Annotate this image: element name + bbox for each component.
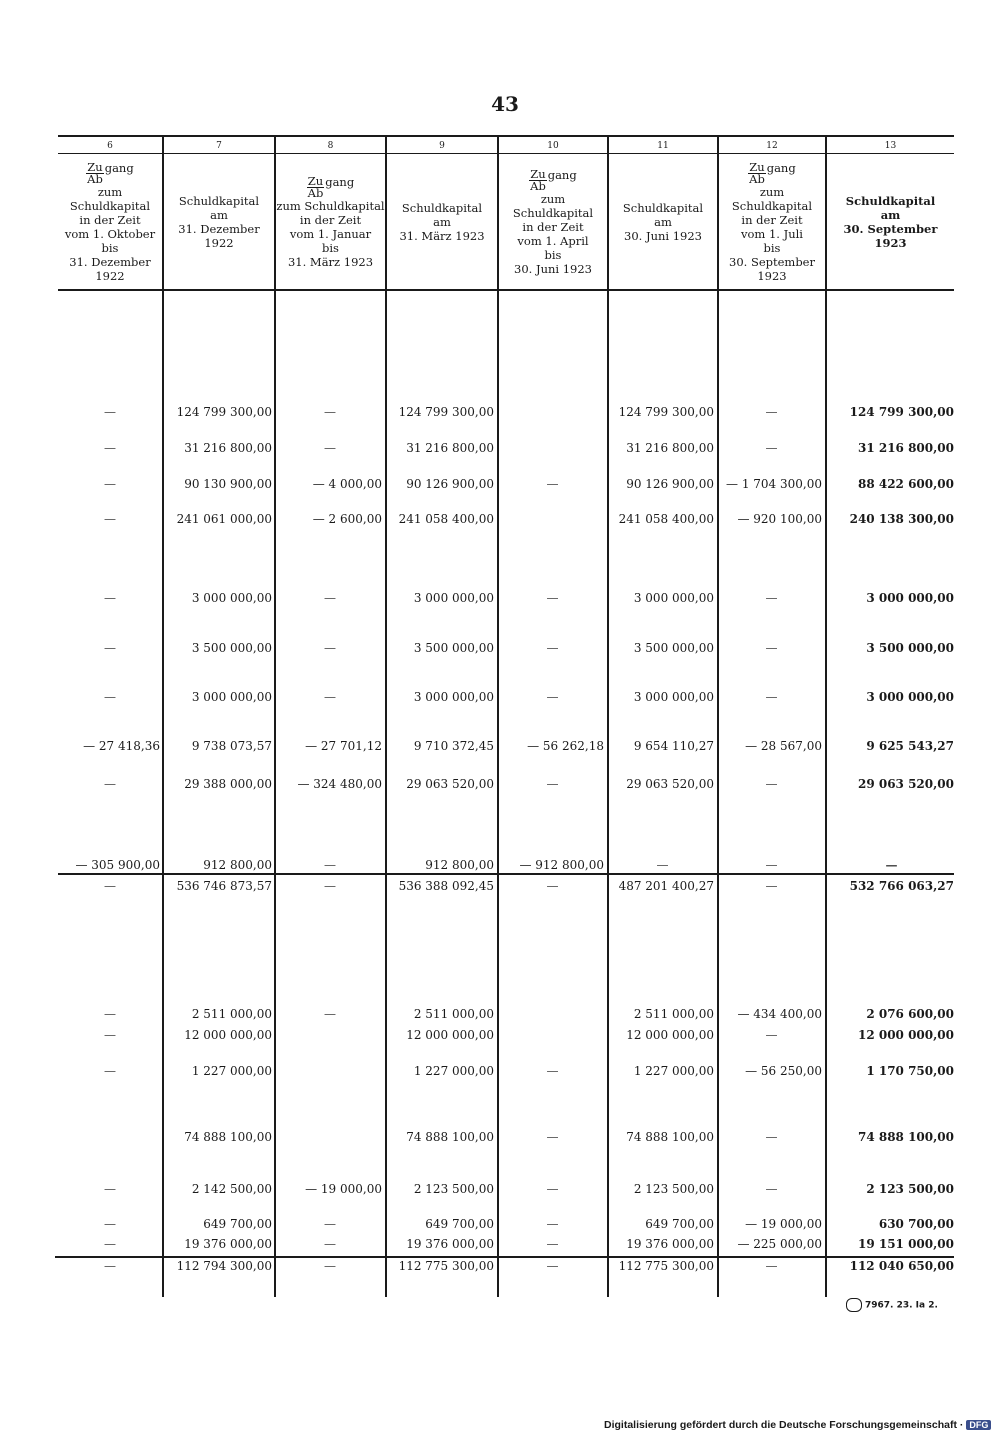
table-cell: — bbox=[324, 441, 336, 455]
table-cell: — bbox=[546, 1259, 559, 1273]
top-rule bbox=[58, 135, 954, 137]
table-cell: — 27 418,36 bbox=[83, 739, 160, 753]
table-cell: — bbox=[104, 512, 116, 526]
table-cell: — bbox=[104, 777, 116, 791]
table-cell: 536 388 092,45 bbox=[398, 879, 494, 893]
table-cell: — 912 800,00 bbox=[519, 858, 604, 872]
table-cell: — bbox=[104, 1028, 116, 1042]
table-cell: — bbox=[765, 777, 778, 791]
table-cell: — 225 000,00 bbox=[737, 1237, 822, 1251]
table-cell: 532 766 063,27 bbox=[849, 879, 954, 893]
table-cell: — bbox=[765, 405, 778, 419]
table-cell: — bbox=[104, 1182, 116, 1196]
table-cell: 90 130 900,00 bbox=[184, 477, 272, 491]
header-capital-jun-1923: Schuldkapital am 30. Juni 1923 bbox=[622, 201, 704, 243]
table-cell: 112 040 650,00 bbox=[849, 1259, 954, 1273]
page-number: 43 bbox=[491, 92, 519, 116]
table-cell: 2 076 600,00 bbox=[866, 1007, 954, 1021]
table-cell: 1 227 000,00 bbox=[413, 1064, 494, 1078]
table-cell: 74 888 100,00 bbox=[626, 1130, 714, 1144]
table-cell: — bbox=[656, 858, 669, 872]
table-cell: 2 123 500,00 bbox=[413, 1182, 494, 1196]
table-cell: — 19 000,00 bbox=[745, 1217, 822, 1231]
table-cell: — 434 400,00 bbox=[737, 1007, 822, 1021]
table-cell: — bbox=[324, 879, 336, 893]
table-cell: 124 799 300,00 bbox=[618, 405, 714, 419]
table-cell: 630 700,00 bbox=[878, 1217, 954, 1231]
table-cell: 112 775 300,00 bbox=[618, 1259, 714, 1273]
column-number: 7 bbox=[216, 141, 222, 151]
table-cell: 1 227 000,00 bbox=[191, 1064, 272, 1078]
table-cell: — bbox=[765, 441, 778, 455]
table-cell: 3 000 000,00 bbox=[191, 591, 272, 605]
table-cell: — bbox=[104, 405, 116, 419]
table-cell: 112 775 300,00 bbox=[398, 1259, 494, 1273]
table-cell: — bbox=[104, 879, 116, 893]
column-divider bbox=[825, 137, 827, 1297]
table-cell: 19 376 000,00 bbox=[184, 1237, 272, 1251]
table-cell: — bbox=[765, 858, 778, 872]
column-number: 6 bbox=[107, 141, 113, 151]
table-cell: — bbox=[546, 690, 559, 704]
table-cell: — 56 250,00 bbox=[745, 1064, 822, 1078]
table-cell: — bbox=[104, 641, 116, 655]
dfg-logo: DFG bbox=[966, 1420, 991, 1430]
total-rule bbox=[55, 1256, 954, 1258]
header-change-jan-mar-1923: $\frac{Zu}{Ab}$ gang zum Schuldkapital in der Zeit vom 1. Januar bis 31. März 1923 bbox=[276, 173, 385, 269]
digitization-notice: Digitalisierung gefördert durch die Deutsche Forschungsgemeinschaft · DFG bbox=[604, 1419, 991, 1431]
table-cell: 31 216 800,00 bbox=[857, 441, 954, 455]
table-cell: 3 000 000,00 bbox=[866, 591, 954, 605]
column-number: 12 bbox=[766, 141, 778, 151]
printer-seal-icon bbox=[846, 1298, 862, 1312]
column-number: 9 bbox=[439, 141, 445, 151]
table-cell: 536 746 873,57 bbox=[176, 879, 272, 893]
table-cell: — 2 600,00 bbox=[312, 512, 382, 526]
header-capital-mar-1923: Schuldkapital am 31. März 1923 bbox=[399, 201, 485, 243]
table-cell: 241 058 400,00 bbox=[398, 512, 494, 526]
table-cell: 19 151 000,00 bbox=[857, 1237, 954, 1251]
table-cell: 3 500 000,00 bbox=[191, 641, 272, 655]
table-cell: 90 126 900,00 bbox=[406, 477, 494, 491]
table-cell: — bbox=[324, 1237, 336, 1251]
table-cell: — 4 000,00 bbox=[312, 477, 382, 491]
table-cell: — bbox=[765, 1259, 778, 1273]
table-cell: — 27 701,12 bbox=[305, 739, 382, 753]
table-cell: 3 000 000,00 bbox=[866, 690, 954, 704]
table-cell: 487 201 400,27 bbox=[618, 879, 714, 893]
table-cell: 88 422 600,00 bbox=[857, 477, 954, 491]
table-cell: — bbox=[104, 477, 116, 491]
table-cell: — bbox=[546, 879, 559, 893]
table-cell: 912 800,00 bbox=[203, 858, 272, 872]
header-change-apr-jun-1923: $\frac{Zu}{Ab}$ gang zum Schuldkapital in der Zeit vom 1. April bis 30. Juni 1923 bbox=[512, 166, 594, 276]
table-cell: — bbox=[765, 1028, 778, 1042]
table-cell: — bbox=[104, 1259, 116, 1273]
table-cell: — bbox=[324, 591, 336, 605]
table-cell: — bbox=[104, 441, 116, 455]
table-cell: 29 388 000,00 bbox=[184, 777, 272, 791]
table-cell: 124 799 300,00 bbox=[849, 405, 954, 419]
table-cell: 19 376 000,00 bbox=[626, 1237, 714, 1251]
table-cell: 912 800,00 bbox=[425, 858, 494, 872]
table-cell: 2 123 500,00 bbox=[633, 1182, 714, 1196]
table-cell: — bbox=[765, 641, 778, 655]
header-change-jul-sep-1923: $\frac{Zu}{Ab}$ gang zum Schuldkapital in der Zeit vom 1. Juli bis 30. September 1923 bbox=[729, 159, 815, 283]
column-divider bbox=[162, 137, 164, 1297]
table-cell: — 28 567,00 bbox=[745, 739, 822, 753]
table-cell: 29 063 520,00 bbox=[857, 777, 954, 791]
table-cell: 19 376 000,00 bbox=[406, 1237, 494, 1251]
table-cell: 31 216 800,00 bbox=[626, 441, 714, 455]
table-cell: — bbox=[104, 690, 116, 704]
table-cell: 31 216 800,00 bbox=[406, 441, 494, 455]
table-cell: — bbox=[104, 1064, 116, 1078]
subtotal-rule bbox=[58, 873, 954, 875]
table-cell: — bbox=[104, 1237, 116, 1251]
column-number-rule bbox=[58, 153, 954, 154]
header-change-oct-dec-1922: $\frac{Zu}{Ab}$ gang zum Schuldkapital in der Zeit vom 1. Oktober bis 31. Dezember 1922 bbox=[64, 159, 156, 283]
table-cell: 2 511 000,00 bbox=[633, 1007, 714, 1021]
table-cell: 241 058 400,00 bbox=[618, 512, 714, 526]
table-cell: 3 500 000,00 bbox=[413, 641, 494, 655]
column-divider bbox=[717, 137, 719, 1297]
table-cell: 1 170 750,00 bbox=[866, 1064, 954, 1078]
column-divider bbox=[274, 137, 276, 1297]
table-cell: — bbox=[546, 641, 559, 655]
table-cell: — bbox=[765, 690, 778, 704]
table-cell: 649 700,00 bbox=[645, 1217, 714, 1231]
table-cell: 241 061 000,00 bbox=[176, 512, 272, 526]
table-cell: — bbox=[765, 1130, 778, 1144]
table-cell: 9 710 372,45 bbox=[413, 739, 494, 753]
column-number: 11 bbox=[657, 141, 669, 151]
table-cell: 29 063 520,00 bbox=[626, 777, 714, 791]
table-cell: — bbox=[324, 1007, 336, 1021]
table-cell: — 56 262,18 bbox=[527, 739, 604, 753]
table-cell: 12 000 000,00 bbox=[406, 1028, 494, 1042]
column-divider bbox=[607, 137, 609, 1297]
table-cell: — bbox=[324, 690, 336, 704]
table-cell: 3 500 000,00 bbox=[866, 641, 954, 655]
table-cell: — bbox=[546, 591, 559, 605]
table-cell: 124 799 300,00 bbox=[176, 405, 272, 419]
table-cell: 1 227 000,00 bbox=[633, 1064, 714, 1078]
table-cell: — bbox=[546, 777, 559, 791]
table-cell: 12 000 000,00 bbox=[184, 1028, 272, 1042]
table-cell: 649 700,00 bbox=[425, 1217, 494, 1231]
table-cell: 29 063 520,00 bbox=[406, 777, 494, 791]
table-cell: 74 888 100,00 bbox=[184, 1130, 272, 1144]
table-cell: — bbox=[546, 477, 559, 491]
table-cell: 124 799 300,00 bbox=[398, 405, 494, 419]
header-bottom-rule bbox=[58, 289, 954, 291]
table-cell: — bbox=[546, 1130, 559, 1144]
table-cell: — bbox=[546, 1237, 559, 1251]
table-cell: — bbox=[324, 405, 336, 419]
table-cell: 3 000 000,00 bbox=[633, 591, 714, 605]
table-cell: — 920 100,00 bbox=[737, 512, 822, 526]
table-cell: — bbox=[104, 591, 116, 605]
table-cell: 2 511 000,00 bbox=[191, 1007, 272, 1021]
table-cell: — 1 704 300,00 bbox=[726, 477, 822, 491]
table-cell: — bbox=[324, 1217, 336, 1231]
table-cell: — bbox=[324, 1259, 336, 1273]
table-cell: — bbox=[324, 858, 336, 872]
table-cell: — bbox=[104, 1007, 116, 1021]
print-reference: 7967. 23. Ia 2. bbox=[846, 1298, 938, 1312]
table-cell: — bbox=[546, 1182, 559, 1196]
header-capital-sep-1923: Schuldkapital am 30. September 1923 bbox=[843, 194, 938, 250]
header-capital-dec-1922: Schuldkapital am 31. Dezember 1922 bbox=[178, 194, 260, 250]
column-divider bbox=[385, 137, 387, 1297]
table-cell: 3 500 000,00 bbox=[633, 641, 714, 655]
table-cell: — bbox=[885, 858, 898, 872]
table-cell: — 324 480,00 bbox=[297, 777, 382, 791]
column-number: 13 bbox=[884, 141, 897, 151]
column-divider bbox=[497, 137, 499, 1297]
table-cell: 2 142 500,00 bbox=[191, 1182, 272, 1196]
table-cell: 3 000 000,00 bbox=[413, 690, 494, 704]
table-cell: 9 738 073,57 bbox=[191, 739, 272, 753]
table-cell: 3 000 000,00 bbox=[633, 690, 714, 704]
table-cell: — 305 900,00 bbox=[75, 858, 160, 872]
table-cell: — bbox=[324, 641, 336, 655]
column-number: 8 bbox=[327, 141, 334, 151]
table-cell: 2 123 500,00 bbox=[866, 1182, 954, 1196]
table-cell: 240 138 300,00 bbox=[849, 512, 954, 526]
table-cell: 90 126 900,00 bbox=[626, 477, 714, 491]
table-cell: 3 000 000,00 bbox=[191, 690, 272, 704]
table-cell: — 19 000,00 bbox=[305, 1182, 382, 1196]
table-cell: — bbox=[546, 1064, 559, 1078]
table-cell: 9 654 110,27 bbox=[633, 739, 714, 753]
table-cell: 12 000 000,00 bbox=[857, 1028, 954, 1042]
table-cell: 74 888 100,00 bbox=[406, 1130, 494, 1144]
table-cell: 31 216 800,00 bbox=[184, 441, 272, 455]
table-cell: 74 888 100,00 bbox=[857, 1130, 954, 1144]
table-cell: — bbox=[765, 591, 778, 605]
table-cell: — bbox=[546, 1217, 559, 1231]
table-cell: — bbox=[765, 879, 778, 893]
column-number: 10 bbox=[547, 141, 559, 151]
table-cell: 12 000 000,00 bbox=[626, 1028, 714, 1042]
table-cell: 2 511 000,00 bbox=[413, 1007, 494, 1021]
table-cell: 9 625 543,27 bbox=[866, 739, 954, 753]
table-cell: 112 794 300,00 bbox=[176, 1259, 272, 1273]
table-cell: — bbox=[765, 1182, 778, 1196]
table-cell: — bbox=[104, 1217, 116, 1231]
table-cell: 649 700,00 bbox=[203, 1217, 272, 1231]
table-cell: 3 000 000,00 bbox=[413, 591, 494, 605]
